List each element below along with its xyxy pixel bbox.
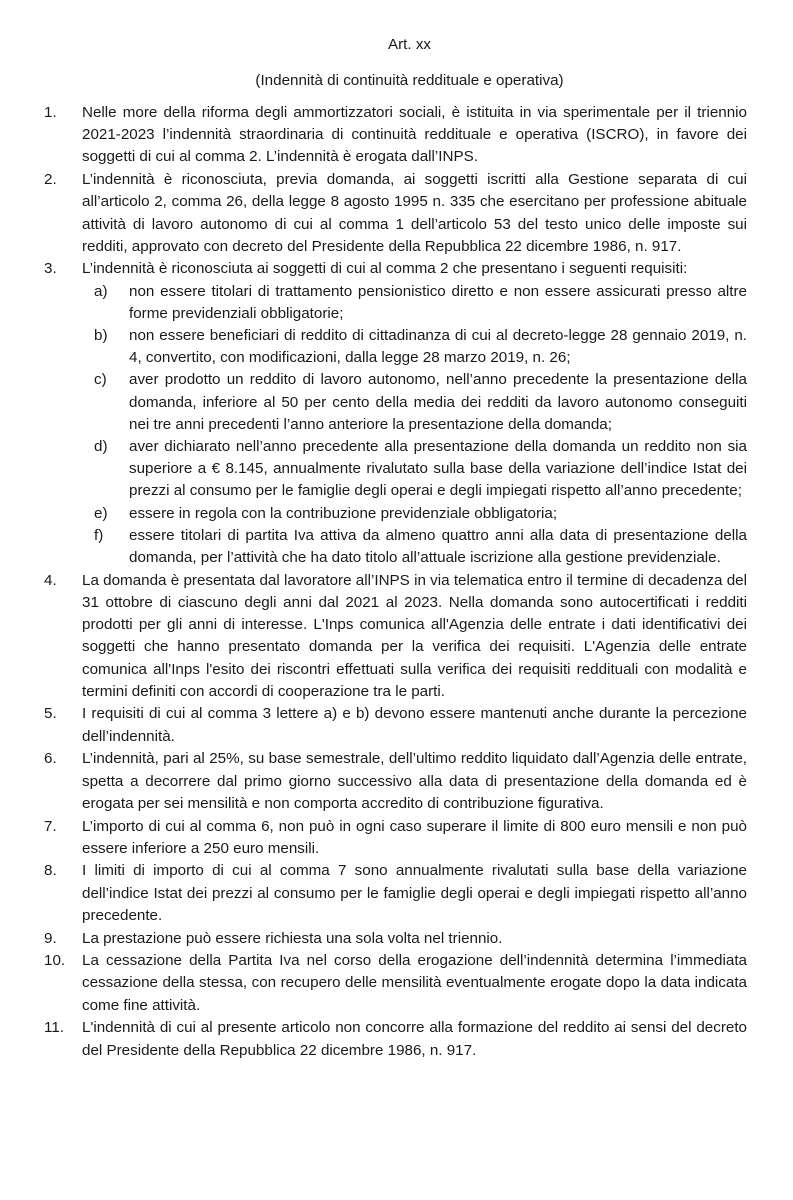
comma-text: I limiti di importo di cui al comma 7 sono annualmente rivalutati sulla base della variazione dell’indice Istat dei prezzi al consumo per le famiglie degli operai e degli impiegati rispetto all’anno precedente.	[82, 862, 747, 924]
comma-body	[82, 258, 747, 569]
comma-text: La prestazione può essere richiesta una sola volta nel triennio.	[82, 929, 503, 947]
comma-number: 1.	[44, 104, 57, 121]
comma-number: 3.	[44, 260, 57, 278]
requisito-letter: f)	[94, 526, 104, 544]
comma-number: 7.	[44, 817, 57, 835]
requisito-b	[44, 325, 747, 369]
comma-6	[44, 748, 747, 815]
comma-text: L'indennità di cui al presente articolo non concorre alla formazione del reddito ai sensi del decreto del Presidente della Repubblica 22 dicembre 1986, n. 917.	[82, 1019, 747, 1059]
requisito-e	[44, 503, 747, 525]
comma-5	[44, 703, 747, 747]
comma-1	[44, 102, 747, 169]
requisito-text: aver dichiarato nell’anno precedente alla presentazione della domanda un reddito non sia superiore a € 8.145, annualmente rivalutato sulla base della variazione dell’indice Istat dei prezzi al consumo per le famiglie degli operai e degli impiegati rispetto all’anno precedente;	[129, 438, 747, 500]
requisito-letter: b)	[94, 327, 108, 345]
comma-7	[44, 816, 747, 860]
comma-text: L’importo di cui al comma 6, non può in ogni caso superare il limite di 800 euro mensili e non può essere inferiore a 250 euro mensili.	[82, 817, 747, 857]
requisiti-wrapper	[44, 281, 747, 570]
article-subtitle: (Indennità di continuità reddituale e operativa)	[255, 72, 564, 89]
requisito-c	[44, 369, 747, 436]
comma-text: La domanda è presentata dal lavoratore all’INPS in via telematica entro il termine di decadenza del 31 ottobre di ciascuno degli anni dal 2021 al 2023. Nella domanda sono autocertificati i redditi prodotti per gli anni di interesse. L'Inps comunica all'Agenzia delle entrate i dati identificativi dei soggetti che hanno presentato domanda per la verifica dei requisiti. L'Agenzia delle entrate comunica all'Inps l'esito dei riscontri effettuati sulla verifica dei requisiti reddituali con modalità e termini definiti con accordi di cooperazione tra le parti.	[82, 571, 747, 700]
comma-text: L’indennità è riconosciuta, previa domanda, ai soggetti iscritti alla Gestione separata di cui all’articolo 2, comma 26, della legge 8 agosto 1995 n. 335 che esercitano per professione abituale attività di lavoro autonomo di cui al comma 1 dell’articolo 53 del testo unico delle imposte sui redditi, approvato con decreto del Presidente della Repubblica 22 dicembre 1986, n. 917.	[82, 171, 747, 255]
requisito-letter: e)	[94, 504, 108, 522]
comma-list	[44, 102, 747, 1062]
comma-number: 8.	[44, 862, 57, 880]
comma-number: 10.	[44, 952, 66, 970]
comma-number: 2.	[44, 171, 57, 189]
requisito-f	[44, 525, 747, 569]
requisito-a	[44, 281, 747, 325]
article-title: Art. xx	[387, 36, 432, 53]
comma-text: L’indennità, pari al 25%, su base semestrale, dell’ultimo reddito liquidato dall’Agenzia delle entrate, spetta a decorrere dal primo giorno successivo alla data di presentazione della domanda ed è erogata per sei mensilità e non comporta accredito di contribuzione figurativa.	[82, 750, 747, 812]
comma-number: 11.	[44, 1019, 64, 1037]
comma-4	[44, 570, 747, 703]
comma-2	[44, 169, 747, 258]
comma-number: 9.	[44, 929, 57, 947]
requisiti-list	[44, 281, 747, 570]
requisito-text: non essere titolari di trattamento pensionistico diretto e non essere assicurati presso altre forme previdenziali obbligatorie;	[129, 282, 747, 322]
comma-text: L’indennità è riconosciuta ai soggetti di cui al comma 2 che presentano i seguenti requisiti:	[82, 260, 688, 278]
requisito-letter: c)	[94, 371, 107, 389]
comma-text: La cessazione della Partita Iva nel corso della erogazione dell’indennità determina l’immediata cessazione della stessa, con recupero delle mensilità eventualmente erogate dopo la data indicata come fine attività.	[82, 952, 747, 1014]
comma-number: 6.	[44, 750, 57, 768]
comma-11	[44, 1017, 747, 1061]
comma-8	[44, 860, 747, 927]
comma-9	[44, 928, 747, 950]
comma-10	[44, 950, 747, 1017]
requisito-d	[44, 436, 747, 503]
comma-number: 4.	[44, 571, 57, 589]
requisito-text: aver prodotto un reddito di lavoro autonomo, nell’anno precedente la presentazione della domanda, inferiore al 50 per cento della media dei redditi da lavoro autonomo conseguiti nei tre anni precedenti l’anno anteriore la presentazione della domanda;	[129, 371, 747, 433]
requisito-text: non essere beneficiari di reddito di cittadinanza di cui al decreto-legge 28 gennaio 2019, n. 4, convertito, con modificazioni, dalla legge 28 marzo 2019, n. 26;	[129, 327, 747, 367]
requisito-letter: a)	[94, 282, 108, 300]
comma-text: I requisiti di cui al comma 3 lettere a) e b) devono essere mantenuti anche durante la percezione dell’indennità.	[82, 705, 747, 745]
requisito-text: essere titolari di partita Iva attiva da almeno quattro anni alla data di presentazione della domanda, per l’attività che ha dato titolo all’attuale iscrizione alla gestione previdenziale.	[129, 526, 747, 567]
requisito-letter: d)	[94, 438, 108, 456]
comma-number: 5.	[44, 705, 57, 723]
comma-text: Nelle more della riforma degli ammortizzatori sociali, è istituita in via sperimentale per il triennio 2021-2023 l’indennità straordinaria di continuità reddituale e operativa (ISCRO), in favore dei soggetti di cui al comma 2. L’indennità è erogata dall’INPS.	[82, 104, 747, 166]
comma-3	[44, 258, 747, 569]
requisito-text: essere in regola con la contribuzione previdenziale obbligatoria;	[129, 504, 558, 522]
